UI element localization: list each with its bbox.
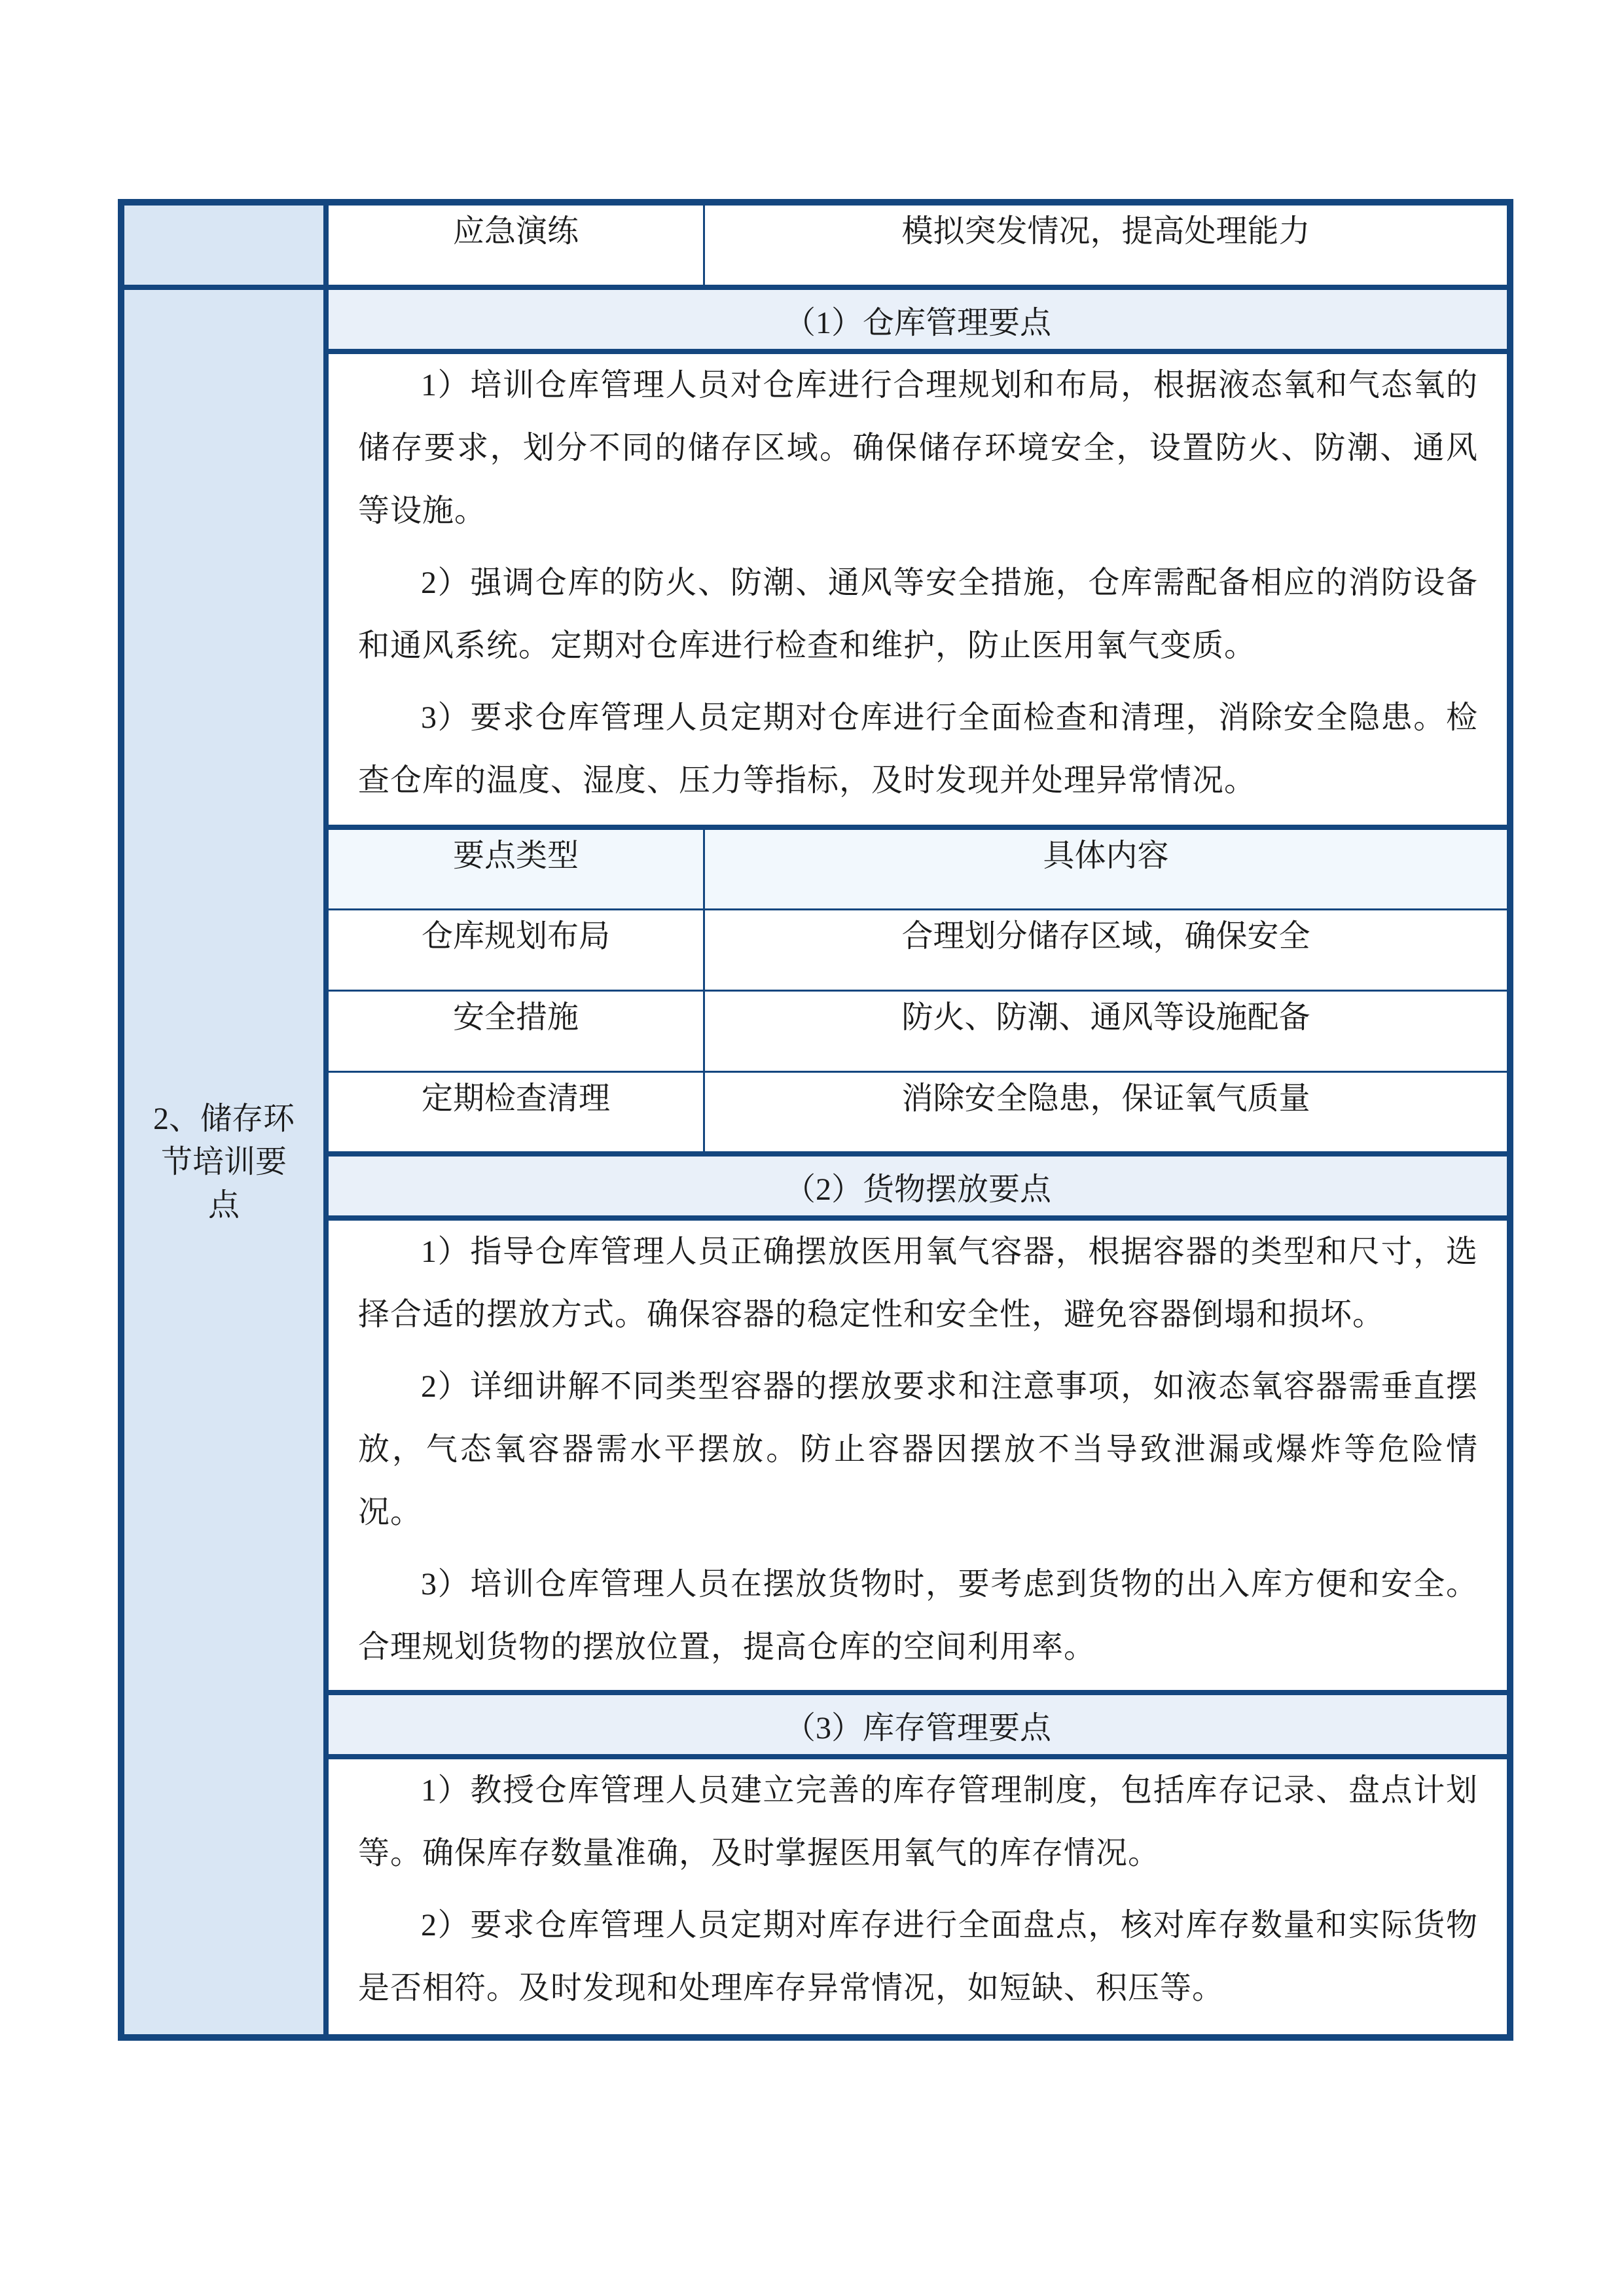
- row-content: 合理划分储存区域，确保安全: [901, 919, 1310, 954]
- paragraph: 2）详细讲解不同类型容器的摆放要求和注意事项，如液态氧容器需垂直摆放，气态氧容器需水平摆放。防止容器因摆放不当导致泄漏或爆炸等危险情况。: [358, 1369, 1478, 1530]
- paragraph: 3）要求仓库管理人员定期对仓库进行全面检查和清理，消除安全隐患。检查仓库的温度、湿度、压力等指标，及时发现并处理异常情况。: [358, 700, 1478, 798]
- paragraph: 3）培训仓库管理人员在摆放货物时，要考虑到货物的出入库方便和安全。合理规划货物的摆放位置，提高仓库的空间利用率。: [358, 1567, 1478, 1664]
- row-type: 定期检查清理: [329, 1073, 705, 1151]
- table-row: [329, 992, 1507, 1073]
- left-cell-empty: [124, 206, 329, 290]
- row-type: 应急演练: [329, 206, 705, 285]
- row-type: 仓库规划布局: [329, 910, 705, 990]
- header-content: 具体内容: [1043, 838, 1169, 873]
- paragraph: 2）要求仓库管理人员定期对库存进行全面盘点，核对库存数量和实际货物是否相符。及时发现和处理库存异常情况，如短缺、积压等。: [358, 1908, 1478, 2005]
- paragraph: 1）指导仓库管理人员正确摆放医用氧气容器，根据容器的类型和尺寸，选择合适的摆放方式。确保容器的稳定性和安全性，避免容器倒塌和损坏。: [358, 1234, 1478, 1332]
- paragraph: 1）教授仓库管理人员建立完善的库存管理制度，包括库存记录、盘点计划等。确保库存数量准确，及时掌握医用氧气的库存情况。: [358, 1773, 1478, 1871]
- table-row: [329, 1073, 1507, 1157]
- table-row: [329, 206, 1507, 290]
- header-type: 要点类型: [329, 830, 705, 908]
- section-body-3: [329, 1759, 1507, 2034]
- section-header-2: （2）货物摆放要点: [329, 1157, 1507, 1221]
- section-body-2: [329, 1221, 1507, 1695]
- row-type: 安全措施: [329, 992, 705, 1071]
- row-content: 防火、防潮、通风等设施配备: [901, 1000, 1310, 1035]
- summary-header-row: [329, 830, 1507, 910]
- section-header-3: （3）库存管理要点: [329, 1695, 1507, 1759]
- row-content: 消除安全隐患，保证氧气质量: [901, 1081, 1310, 1116]
- section-body-1: [329, 354, 1507, 830]
- section-header-1: （1）仓库管理要点: [329, 290, 1507, 354]
- paragraph: 1）培训仓库管理人员对仓库进行合理规划和布局，根据液态氧和气态氧的储存要求，划分不同的储存区域。确保储存环境安全，设置防火、防潮、通风等设施。: [358, 368, 1478, 528]
- paragraph: 2）强调仓库的防火、防潮、通风等安全措施，仓库需配备相应的消防设备和通风系统。定期对仓库进行检查和维护，防止医用氧气变质。: [358, 565, 1478, 663]
- section-label: 2、储存环节培训要点: [124, 290, 329, 2034]
- table-row: [329, 910, 1507, 992]
- row-content: 模拟突发情况，提高处理能力: [901, 214, 1310, 249]
